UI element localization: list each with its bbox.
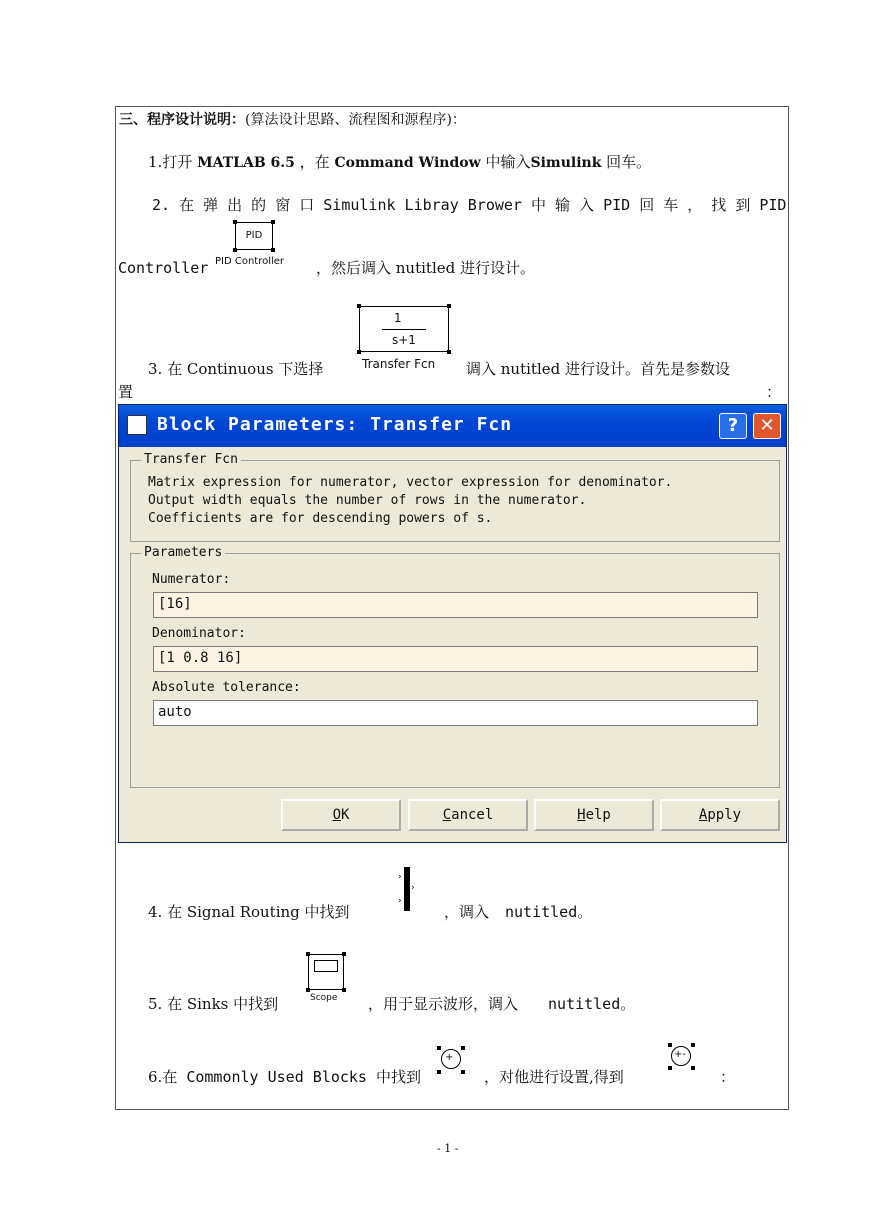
apply-button[interactable] [660, 799, 780, 831]
block-parameters-dialog [118, 404, 787, 843]
close-icon[interactable]: ✕ [753, 413, 781, 439]
transfer-fcn-caption: Transfer Fcn [362, 357, 436, 371]
step-1-num: 1. [148, 153, 163, 171]
simulink-icon [127, 415, 147, 435]
help-icon[interactable]: ? [719, 413, 747, 439]
mux-input-port: › [398, 896, 402, 906]
step-2-line1: 2. 在 弹 出 的 窗 口 Simulink Libray Brower 中 输 入 PID 回 车 ， 找 到 PID [152, 196, 787, 214]
pid-block-label: PID [235, 222, 273, 250]
step-4-target: nutitled。 [505, 903, 593, 921]
step-1-text4: 回车。 [606, 153, 652, 171]
step-6-colon: ： [720, 1068, 736, 1086]
transfer-fcn-numerator: 1 [394, 311, 402, 325]
selection-handle [691, 1043, 695, 1047]
step-6 [148, 1068, 421, 1086]
step-1-text: 打开 [162, 153, 193, 171]
tolerance-field[interactable]: auto [153, 700, 758, 726]
step-5-target: nutitled。 [548, 995, 636, 1013]
step-6-text: 在 Commonly Used Blocks 中找到 [162, 1068, 421, 1086]
group-label: Parameters [141, 545, 225, 560]
mux-input-port: › [398, 872, 402, 882]
cancel-accesskey: C [442, 807, 452, 823]
selection-handle [437, 1070, 441, 1074]
selection-handle [271, 248, 275, 252]
ok-label: K [341, 807, 350, 823]
selection-handle [437, 1046, 441, 1050]
description-line: Matrix expression for numerator, vector expression for denominator. [148, 475, 673, 490]
cancel-label: ancel [451, 807, 494, 823]
step-3-line1a: 3. 在 Continuous 下选择 [148, 360, 324, 378]
step-3-line1b: 调入 nutitled 进行设计。首先是参数设 [466, 360, 730, 378]
page-number: - 1 - [437, 1142, 459, 1155]
plus-minus-icon: +- [674, 1049, 686, 1060]
selection-handle [271, 220, 275, 224]
help-accesskey: H [577, 807, 586, 823]
cancel-button[interactable] [408, 799, 528, 831]
selection-handle [342, 952, 346, 956]
description-line: Coefficients are for descending powers of s. [148, 511, 493, 526]
selection-handle [357, 350, 361, 354]
step-6-text2: ，对他进行设置,得到 [484, 1068, 624, 1086]
step-4-text: 4. 在 Signal Routing 中找到 [148, 903, 350, 921]
selection-handle [306, 988, 310, 992]
denominator-field[interactable]: [1 0.8 16] [153, 646, 758, 672]
plus-icon: + [445, 1052, 454, 1063]
ok-button[interactable] [281, 799, 401, 831]
selection-handle [233, 220, 237, 224]
transfer-fcn-denominator: s+1 [392, 333, 416, 347]
denominator-label: Denominator: [152, 626, 246, 641]
selection-handle [342, 988, 346, 992]
heading-subtitle: (算法设计思路、流程图和源程序)： [245, 112, 466, 128]
selection-handle [461, 1046, 465, 1050]
apply-accesskey: A [698, 807, 708, 823]
selection-handle [461, 1070, 465, 1074]
scope-screen [314, 960, 338, 972]
ok-accesskey: O [332, 807, 341, 823]
selection-handle [447, 304, 451, 308]
dialog-title: Block Parameters: Transfer Fcn [157, 414, 513, 435]
step-6-num: 6. [148, 1068, 163, 1086]
step-3-colon: ： [766, 383, 782, 401]
step-1-cmd: Simulink [530, 155, 602, 171]
selection-handle [233, 248, 237, 252]
help-label: elp [585, 807, 611, 823]
step-3-line2: 置 [118, 383, 134, 401]
step-1-text2: ，在 [299, 153, 330, 171]
group-label: Transfer Fcn [141, 452, 241, 467]
selection-handle [691, 1066, 695, 1070]
tolerance-label: Absolute tolerance: [152, 680, 301, 695]
mux-bar [404, 867, 410, 911]
step-1-window: Command Window [334, 155, 481, 171]
scope-caption: Scope [310, 993, 338, 1003]
step-5-text: 5. 在 Sinks 中找到 [148, 995, 279, 1013]
step-1-text3: 中输入 [485, 153, 531, 171]
help-button[interactable] [534, 799, 654, 831]
apply-label: pply [707, 807, 742, 823]
numerator-field[interactable]: [16] [153, 592, 758, 618]
numerator-label: Numerator: [152, 572, 231, 587]
description-group [130, 452, 780, 542]
selection-handle [668, 1043, 672, 1047]
fraction-bar [382, 329, 426, 330]
dialog-titlebar[interactable] [119, 405, 786, 447]
heading-title: 三、程序设计说明： [119, 112, 245, 128]
pid-block-caption: PID Controller [215, 256, 285, 267]
step-2-controller: Controller [118, 259, 209, 277]
step-4-text2: ，调入 [444, 903, 490, 921]
step-2-line2: ，然后调入 nutitled 进行设计。 [316, 259, 535, 277]
selection-handle [306, 952, 310, 956]
step-5-text2: ，用于显示波形，调入 [368, 995, 519, 1013]
step-1 [148, 153, 651, 172]
section-heading [119, 111, 466, 129]
description-line: Output width equals the number of rows in the numerator. [148, 493, 587, 508]
selection-handle [447, 350, 451, 354]
selection-handle [668, 1066, 672, 1070]
mux-output-port: › [411, 883, 415, 893]
selection-handle [357, 304, 361, 308]
step-1-app: MATLAB 6.5 [197, 155, 295, 171]
